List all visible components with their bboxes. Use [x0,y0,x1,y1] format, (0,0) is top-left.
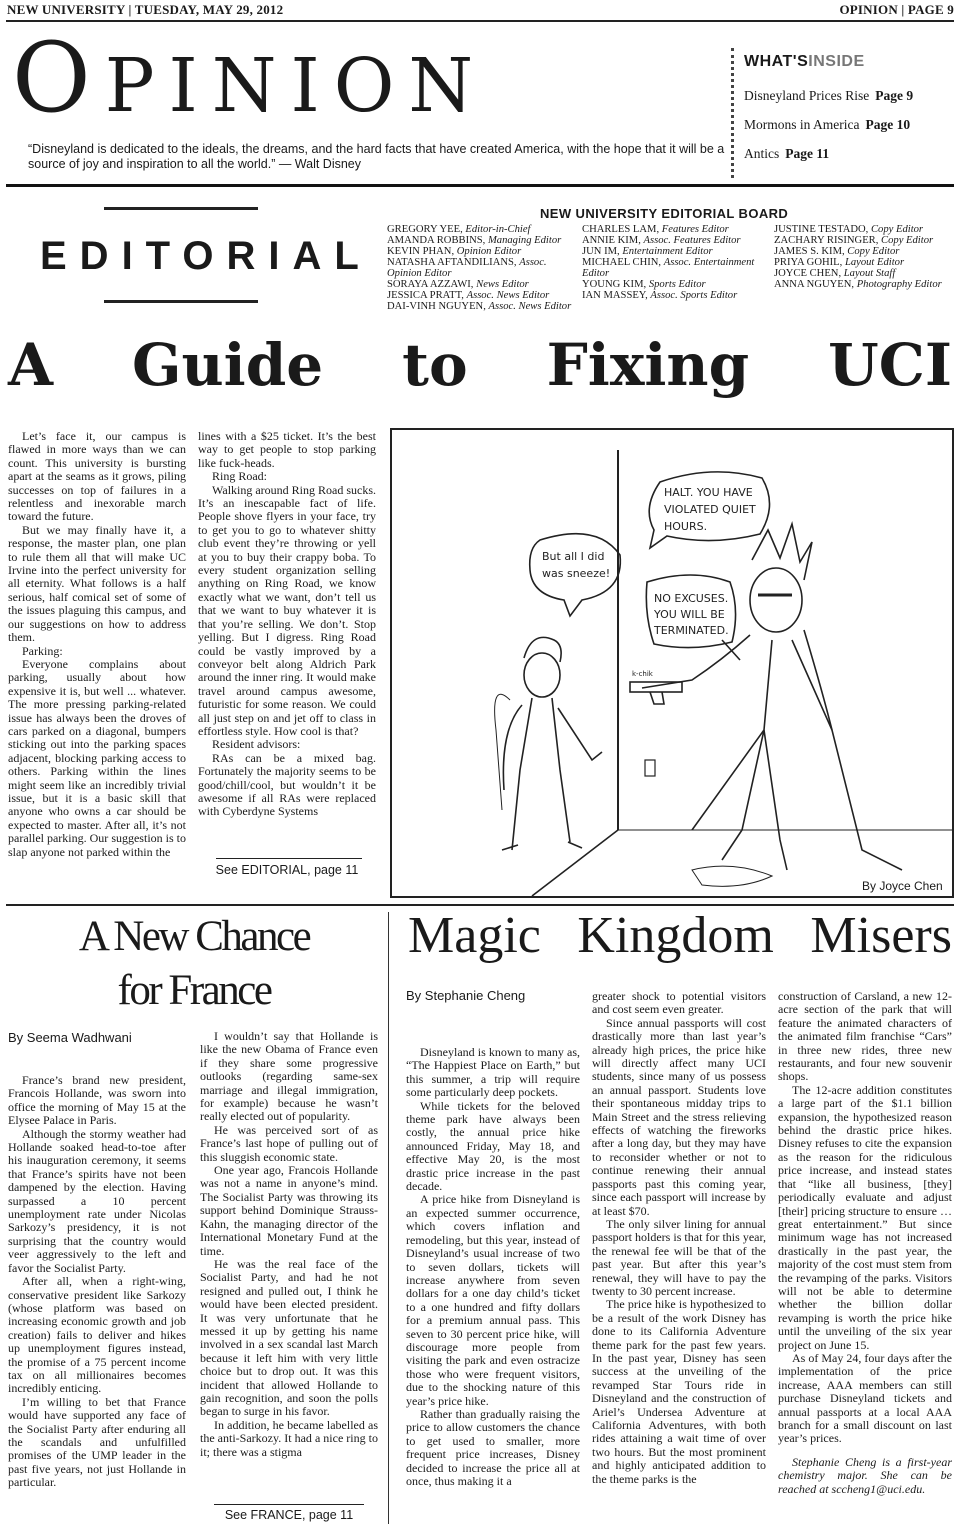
header-rule [6,20,954,22]
column-divider [388,912,389,1524]
board-member: NATASHA AFTANDILIANS, Assoc. Opinion Editor [387,257,547,279]
france-column-1: France’s brand new president, Francois Hollande, was sworn into office the morning of May 15 at the Elysee Palace in Paris. Although the stormy weather had Hollande soaked head-to-toe after his inauguration ceremony, it seems that France’s spirits have not been dampened by the election. Having surpassed a 10 percent unemployment rate under Nicolas Sarkozy’s presidency, it is not surprising that the country would veer aggressively to the left and favor the Socialist Party. After all, when a right-wing, conservative president like Sarkozy (whose platform was based on increasing economic growth and job creation) fails to deliver and hikes up unemployment figures instead, the promise of a 75 percent income tax on all millionaires becomes incredibly enticing. I’m willing to bet that France would have supported any face of the Socialist Party after enduring all the scandals and unfulfilled promises of the UMP leader in the past five years, not just Hollande in particular. [8,1074,186,1490]
board-column-3 [774,224,956,290]
header-left: NEW UNIVERSITY | TUESDAY, MAY 29, 2012 [7,2,284,17]
see-france-rule [214,1504,364,1505]
bubble-right-text-1: NO EXCUSES. [654,592,729,605]
editorial-column-2: lines with a $25 ticket. It’s the best way to get people to stop parking like fuck-heads. Ring Road: Walking around Ring Road sucks. It’s an inescapable fact of life. People shove flyers in your face, try to get you to go to whatever shitty club event they’re throwing or yell at you to buy their crappy boba. To every student organization selling anything on Ring Road, we know exactly what we want, don’t tell us that we want to buy whatever it is that you’re selling. We don’t. Stop yelling. But I digress. Ring Road could be vastly improved by a conveyor belt along Aldrich Park around the inner ring. It would make travel around campus awesome, futuristic for some reason. We could all just step on and jet off to class in effortless style. How cool is that? Resident advisors: RAs can be a mixed bag. Fortunately the majority seems to be good/chill/cool, but wouldn’t it be awesome if all RAs were replaced with Cyberdyne Systems [198,430,376,819]
see-editorial-link[interactable]: See EDITORIAL, page 11 [215,863,359,877]
header-right: OPINION | PAGE 9 [839,2,954,17]
board-member: JOYCE CHEN, Layout Staff [774,268,896,279]
see-editorial-rule [216,858,362,859]
board-member: DAI-VINH NGUYEN, Assoc. News Editor [387,301,572,312]
board-member: ANNA NGUYEN, Photography Editor [774,279,942,290]
board-member: AMANDA ROBBINS, Managing Editor [387,235,562,246]
see-france-link[interactable]: See FRANCE, page 11 [224,1508,354,1522]
masthead-quote: “Disneyland is dedicated to the ideals, the dreams, and the hard facts that have created America, with the hope that it will be a source of joy and inspiration to all the world.” — Walt Disney [28,142,725,171]
bubble-left-text-2: was sneeze! [542,567,611,580]
editorial-headline: A Guide to Fixing UCI [8,331,952,399]
cartoon-credit: By Joyce Chen [862,879,943,893]
inside-item[interactable]: Disneyland Prices Rise Page 9 [744,88,914,103]
bubble-left-text-1: But all I did [542,550,605,563]
board-column-1 [387,224,575,312]
whats-inside-title: WHAT'SINSIDE [744,53,865,70]
board-column-2 [582,224,770,301]
france-column-2: I wouldn’t say that Hollande is like the new Obama of France even if they share some progressive outlooks (regarding same-sex marriage and illegal immigration, for example) because he wasn’t really elected out of popularity. He was perceived sort of as France’s last hope of pulling out of this sluggish economic state. One year ago, Francois Hollande was not a name in anyone’s mind. The Socialist Party was throwing its support behind Dominique Strauss-Kahn, the managing director of the International Monetary Fund at the time. He was the real face of the Socialist Party, and had he not resigned and pulled out, I think he would have been elected president. It was very unfortunate that he messed it up by getting his name involved in a sex scandal last March because it left him with very little choice but to drop out. It was this incident that allowed Hollande to gain recognition, and soon the polls began to surge in his favor. In addition, he became labelled as the anti-Sarkozy. It had a nice ring to it; there was a stigma [200,1030,378,1459]
board-member: GREGORY YEE, Editor-in-Chief [387,224,531,235]
masthead-rule [6,184,954,187]
editorial-cartoon [390,428,954,898]
board-member: SORAYA AZZAWI, News Editor [387,279,529,290]
editorial-column-1: Let’s face it, our campus is flawed in more ways than we can count. This university is bursting apart at the seams as it grows, piling successes on top of failures in a relentless and inexorable march toward the future. But we may finally have it, a response, the master plan, one plan to rule them all that will make UC Irvine into the perfect university for all eternity. What follows is a half serious, half comical set of some of the issues plaguing this campus, and our suggestions on how to address them. Parking: Everyone complains about parking, usually about how expensive it is, but well ... whatever. The more pressing parking-related issue has always been the droves of cars parked on a diagonal, bumpers sticking out into the parking spaces adjacent, blocking parking access to others. Parking within the lines might seem like an incredibly trivial issue, but it is a basic skill that anyone who owns a car should be expected to master. After all, it’s not parallel parking. Our suggestion is to slap anyone not parked within the [8,430,186,859]
magic-column-2: greater shock to potential visitors and cost seem even greater. Since annual passports will cost drastically more than last year’s already high prices, the price hike will directly affect many UCI students, since many of us possess an annual passport. Students love their spontaneous midday trips to Main Street and the stress relieving effects of watching the fireworks after a long day, but they may have to reconsider whether or not to continue renewing their annual passports past this coming year, since each passport will increase by at least $70. The only silver lining for annual passport holders is that for this year, the renewal fee will be that of the past year. But after this year’s renewal, they will have to pay the twenty to 30 percent increase. The price hike is hypothesized to be a result of the work Disney has done to its California Adventure theme park for the past few years. In the past year, Disney has seen success at the unveiling of the revamped Star Tours ride in Disneyland and the construction of Ariel’s Undersea Adventure at California Adventures, with both rides attaining a wait time of over two hours. But the most prominent and highly anticipated addition to the theme parks is the [592,990,766,1486]
cartoon-drawing [392,430,952,896]
inside-item[interactable]: Mormons in America Page 10 [744,117,911,132]
author-bio: Stephanie Cheng is a first-year chemistry major. She can be reached at sccheng1@uci.edu. [778,1454,952,1496]
dotted-divider [731,48,734,178]
board-member: KEVIN PHAN, Opinion Editor [387,246,522,257]
board-member: ANNIE KIM, Assoc. Features Editor [582,235,741,246]
board-member: CHARLES LAM, Features Editor [582,224,729,235]
magic-column-3: construction of Carsland, a new 12-acre section of the park that will feature the animated characters of the animated film franchise “Cars” in three new rides, three new restaurants, and four new souvenir shops. The 12-acre addition constitutes a large part of the $1.1 billion expansion, the hypothesized reason behind the drastic price hikes. Disney refuses to cite the expansion as the reason for the ridiculous price increase, and instead states that “like all business, [they] periodically evaluate and adjust [their] pricing structure to ensure … great entertainment.” But since minimum wage has not increased drastically in the past year, the majority of the cost must stem from the revamping of the parks. Visitors will not be able to determine whether the billion dollar revamping is worth the price hike until the unveiling of the six year project on June 15. As of May 24, four days after the implementation of the price increase, AAA members can still purchase Disneyland tickets and annual passports at a local AAA branch for a small discount on last year’s prices. Stephanie Cheng is a first-year chemistry major. She can be reached at sccheng1@uci.edu. [778,990,952,1496]
masthead-title: OPINION [12,22,488,134]
bubble-top-text-3: HOURS. [664,520,708,533]
magic-headline: Magic Kingdom Misers [408,907,952,964]
board-member: JUN IM, Entertainment Editor [582,246,713,257]
editorial-rule-top [104,207,258,210]
editorial-label: EDITORIAL [40,234,372,278]
board-member: MICHAEL CHIN, Assoc. Entertainment Editor [582,257,755,279]
editorial-rule-bottom [104,300,258,303]
bubble-top-text-1: HALT. YOU HAVE [664,486,753,499]
board-member: PRIYA GOHIL, Layout Editor [774,257,905,268]
magic-byline: By Stephanie Cheng [406,988,526,1003]
board-title: NEW UNIVERSITY EDITORIAL BOARD [540,206,789,221]
inside-item[interactable]: Antics Page 11 [744,146,830,161]
board-member: IAN MASSEY, Assoc. Sports Editor [582,290,738,301]
bubble-top-text-2: VIOLATED QUIET [664,503,756,516]
board-member: ZACHARY RISINGER, Copy Editor [774,235,934,246]
bubble-right-text-3: TERMINATED. [654,624,729,637]
section-rule [6,904,954,906]
france-byline: By Seema Wadhwani [8,1030,132,1045]
cartoon-sfx: k-chik [632,670,653,678]
board-member: YOUNG KIM, Sports Editor [582,279,706,290]
bubble-right-text-2: YOU WILL BE [654,608,725,621]
magic-column-1: Disneyland is known to many as, “The Happiest Place on Earth,” but this summer, a trip will require some particularly deep pockets. While tickets for the beloved theme park have always been costly, the annual price hike announced Friday, May 18, and effective May 20, is the most drastic price increase in the past decade. A price hike from Disneyland is an expected summer occurrence, which covers inflation and remodeling, but this year, instead of Disneyland’s usual increase of two to seven dollars, tickets will increase anywhere from seven dollars for a one day child’s ticket to a one hundred and fifty dollars for a premium annual pass. This seven to 30 percent price hike, will discourage more people from visiting the park and even ostracize those who were frequent visitors, due to the shocking nature of this year’s price hike. Rather than gradually raising the price to allow customers the chance to get used to smaller, more frequent price increases, Disney decided to increase the price all at once, thus making it a [406,1046,580,1488]
board-member: JESSICA PRATT, Assoc. News Editor [387,290,550,301]
france-headline: A New Chance for France [78,913,310,1014]
board-member: JUSTINE TESTADO, Copy Editor [774,224,924,235]
board-member: JAMES S. KIM, Copy Editor [774,246,900,257]
